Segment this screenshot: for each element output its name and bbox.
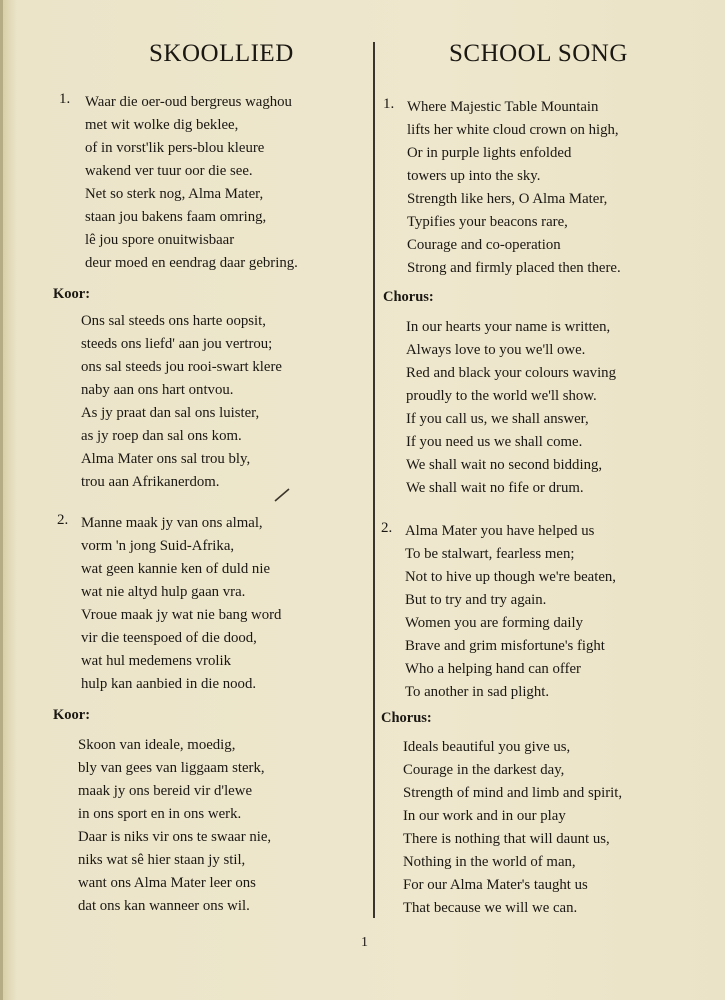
verse-line: Not to hive up though we're beaten, [405, 569, 617, 585]
chorus-line: Nothing in the world of man, [403, 854, 576, 870]
chorus-line: Strength of mind and limb and spirit, [403, 785, 623, 801]
chorus-label: Chorus: [381, 710, 432, 726]
chorus-label: Chorus: [383, 289, 434, 305]
verse-number: 1. [383, 96, 395, 112]
verse-line: wat hul medemens vrolik [81, 653, 231, 669]
verse-line: towers up into the sky. [407, 168, 541, 184]
chorus-label: Koor: [53, 707, 91, 723]
verse-line: deur moed en eendrag daar gebring. [85, 255, 298, 271]
chorus-line: We shall wait no second bidding, [406, 457, 603, 473]
chorus-line: ons sal steeds jou rooi-swart klere [81, 359, 282, 375]
chorus-line: trou aan Afrikanerdom. [81, 474, 220, 490]
verse-line: lifts her white cloud crown on high, [407, 122, 619, 138]
chorus-line: dat ons kan wanneer ons wil. [78, 898, 250, 914]
verse-line: met wit wolke dig beklee, [85, 117, 239, 133]
chorus-line: In our work and in our play [403, 808, 566, 824]
afrikaans-chorus-1 [81, 310, 282, 494]
chorus-line: If you call us, we shall answer, [406, 411, 589, 427]
chorus-line: proudly to the world we'll show. [406, 388, 597, 404]
verse-line: lê jou spore onuitwisbaar [85, 232, 235, 248]
verse-line: Brave and grim misfortune's fight [405, 638, 605, 654]
chorus-line: Ons sal steeds ons harte oopsit, [81, 313, 266, 329]
english-chorus-2 [403, 736, 622, 920]
chorus-line: Skoon van ideale, moedig, [78, 737, 236, 753]
verse-line: vir die teenspoed of die dood, [81, 630, 257, 646]
verse-line: wakend ver tuur oor die see. [85, 163, 253, 179]
chorus-line: If you need us we shall come. [406, 434, 583, 450]
chorus-line: In our hearts your name is written, [406, 319, 611, 335]
verse-line: vorm 'n jong Suid-Afrika, [81, 538, 235, 554]
verse-line: Net so sterk nog, Alma Mater, [85, 186, 264, 202]
verse-line: Alma Mater you have helped us [405, 523, 595, 539]
verse-line: Typifies your beacons rare, [407, 214, 568, 230]
chorus-line: Red and black your colours waving [406, 365, 616, 381]
chorus-line: That because we will we can. [403, 900, 578, 916]
chorus-line: As jy praat dan sal ons luister, [81, 405, 260, 421]
english-verse-1 [383, 96, 621, 280]
chorus-line: Daar is niks vir ons te swaar nie, [78, 829, 272, 845]
verse-line: Courage and co-operation [407, 237, 561, 253]
verse-line: To another in sad plight. [405, 684, 550, 700]
verse-line: Who a helping hand can offer [405, 661, 581, 677]
verse-line: Women you are forming daily [405, 615, 583, 631]
chorus-line: want ons Alma Mater leer ons [78, 875, 256, 891]
verse-line: Or in purple lights enfolded [407, 145, 572, 161]
chorus-line: Alma Mater ons sal trou bly, [81, 451, 251, 467]
verse-line: But to try and try again. [405, 592, 547, 608]
verse-line: Strong and firmly placed then there. [407, 260, 621, 276]
verse-line: hulp kan aanbied in die nood. [81, 676, 257, 692]
verse-number: 2. [57, 512, 69, 528]
page-number: 1 [361, 935, 368, 950]
chorus-label: Koor: [53, 286, 91, 302]
verse-line: Waar die oer-oud bergreus waghou [85, 94, 292, 110]
chorus-line: There is nothing that will daunt us, [403, 831, 610, 847]
chorus-line: as jy roep dan sal ons kom. [81, 428, 242, 444]
column-divider [373, 42, 375, 918]
verse-number: 2. [381, 520, 393, 536]
verse-line: wat nie altyd hulp gaan vra. [81, 584, 246, 600]
chorus-line: naby aan ons hart ontvou. [81, 382, 234, 398]
chorus-line: steeds ons liefd' aan jou vertrou; [81, 336, 273, 352]
chorus-line: maak jy ons bereid vir d'lewe [78, 783, 253, 799]
verse-line: To be stalwart, fearless men; [405, 546, 575, 562]
verse-line: Where Majestic Table Mountain [407, 99, 599, 115]
verse-line: Vroue maak jy wat nie bang word [81, 607, 282, 623]
verse-line: wat geen kannie ken of duld nie [81, 561, 271, 577]
chorus-line: bly van gees van liggaam sterk, [78, 760, 265, 776]
chorus-line: niks wat sê hier staan jy stil, [78, 852, 246, 868]
afrikaans-verse-1 [59, 91, 298, 275]
chorus-line: Courage in the darkest day, [403, 762, 565, 778]
pen-tick-mark [273, 485, 293, 505]
afrikaans-title: SKOOLLIED [149, 40, 294, 67]
english-title: SCHOOL SONG [449, 40, 628, 67]
chorus-line: Always love to you we'll owe. [406, 342, 586, 358]
afrikaans-verse-2 [57, 512, 281, 696]
verse-line: of in vorst'lik pers-blou kleure [85, 140, 265, 156]
verse-line: Manne maak jy van ons almal, [81, 515, 263, 531]
verse-number: 1. [59, 91, 71, 107]
chorus-line: in ons sport en in ons werk. [78, 806, 242, 822]
verse-line: Strength like hers, O Alma Mater, [407, 191, 608, 207]
english-chorus-1 [406, 316, 616, 500]
english-verse-2 [381, 520, 616, 704]
chorus-line: Ideals beautiful you give us, [403, 739, 571, 755]
chorus-line: We shall wait no fife or drum. [406, 480, 584, 496]
verse-line: staan jou bakens faam omring, [85, 209, 267, 225]
afrikaans-chorus-2 [78, 734, 271, 918]
chorus-line: For our Alma Mater's taught us [403, 877, 588, 893]
